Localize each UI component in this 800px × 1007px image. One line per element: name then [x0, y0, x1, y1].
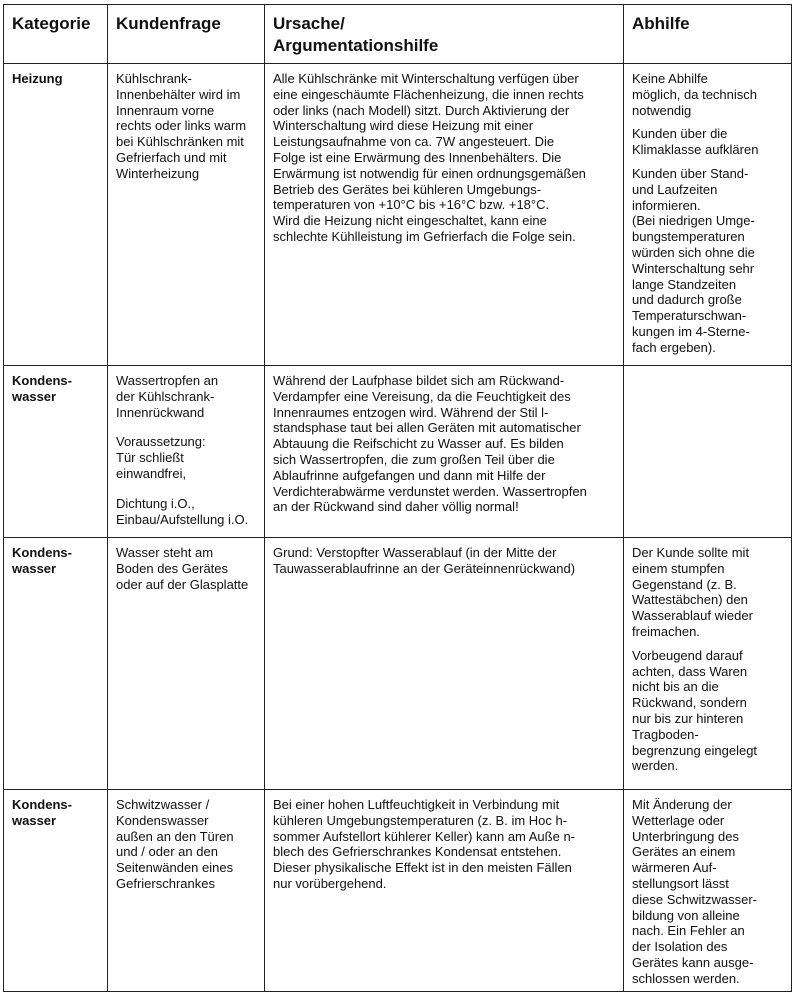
cell-ursache: [265, 538, 624, 790]
cell-kategorie: Heizung: [4, 64, 108, 366]
header-kategorie: Kategorie: [4, 5, 108, 64]
abhilfe-paragraph: Keine Abhilfe möglich, da technisch notwendig: [632, 71, 758, 118]
cell-ursache: [265, 366, 624, 538]
cell-ursache: [265, 64, 624, 366]
cell-kundenfrage: [108, 64, 265, 366]
cell-kundenfrage: [108, 366, 265, 538]
ursache-paragraph: Grund: Verstopfter Wasserablauf (in der Mitte der Tauwasserablaufrinne an der Geräteinnenrückwand): [273, 545, 576, 576]
abhilfe-paragraph: Kunden über Stand- und Laufzeiten informieren. (Bei niedrigen Umge- bungstemperaturen würden sich ohne die Winterschaltung sehr lange Standzeiten und dadurch große Temperaturschwan- kungen im 4-Sterne- fach ergeben).: [632, 165, 755, 355]
cell-abhilfe: [624, 366, 792, 538]
kundenfrage-paragraph: Voraussetzung: Tür schließt einwandfrei,: [116, 434, 206, 481]
cell-kategorie: Kondens- wasser: [4, 366, 108, 538]
abhilfe-paragraph: Kunden über die Klimaklasse aufklären: [632, 126, 759, 158]
kundenfrage-paragraph: Wassertropfen an der Kühlschrank- Innenrückwand: [116, 373, 219, 420]
abhilfe-paragraph: Der Kunde sollte mit einem stumpfen Gegenstand (z. B. Wattestäbchen) den Wasserablauf wieder freimachen.: [632, 545, 753, 639]
table-row: [4, 538, 792, 790]
kundenfrage-paragraph: Kühlschrank- Innenbehälter wird im Innenraum vorne rechts oder links warm bei Kühlschränken mit Gefrierfach und mit Winterheizung: [116, 71, 247, 181]
table-row: [4, 790, 792, 992]
cell-abhilfe: [624, 64, 792, 366]
cell-kundenfrage: [108, 538, 265, 790]
header-abhilfe: Abhilfe: [624, 5, 792, 64]
header-ursache: Ursache/ Argumentationshilfe: [265, 5, 624, 64]
ursache-paragraph: Alle Kühlschränke mit Winterschaltung verfügen über eine eingeschäumte Flächenheizung, die innen rechts oder links (nach Modell) sitzt. Durch Aktivierung der Winterschaltung wird diese Heizung mit einer Leistungsaufnahme von ca. 7W angesteuert. Die Folge ist eine Erwärmung des Innenbehälters. Die Erwärmung ist notwendig für einen ordnungsgemäßen Betrieb des Gerätes bei kühleren Umgebungs- temperaturen von +10°C bis +16°C bzw. +18°C. Wird die Heizung nicht eingeschaltet, kann eine schlechte Kühlleistung im Gefrierfach die Folge sein.: [273, 71, 586, 244]
table-row: [4, 64, 792, 366]
abhilfe-paragraph: Mit Änderung der Wetterlage oder Unterbringung des Gerätes an einem wärmeren Auf- stellungsort lässt diese Schwitzwasser- bildung von alleine nach. Ein Fehler an der Isolation des Gerätes kann ausge- schlossen werden.: [632, 797, 757, 986]
cell-abhilfe: [624, 538, 792, 790]
table-row: [4, 366, 792, 538]
kundenfrage-paragraph: Schwitzwasser / Kondenswasser außen an den Türen und / oder an den Seitenwänden eines Gefrierschrankes: [116, 797, 234, 891]
kundenfrage-paragraph: Wasser steht am Boden des Gerätes oder auf der Glasplatte: [116, 545, 249, 592]
cell-kategorie: Kondens- wasser: [4, 790, 108, 992]
header-kundenfrage: Kundenfrage: [108, 5, 265, 64]
ursache-paragraph: Während der Laufphase bildet sich am Rückwand- Verdampfer eine Vereisung, da die Feuchtigkeit des Innenraumes entzogen wird. Während der Stil l- standsphase taut bei allen Geräten mit automatischer Abtauung die Reifschicht zu Wasser auf. Es bilden sich Wassertropfen, die zum großen Teil über die Ablaufrinne aufgefangen und dann mit Hilfe der Verdichterabwärme verdunstet werden. Wassertropfen an der Rückwand sind daher völlig normal!: [273, 373, 587, 515]
ursache-paragraph: Bei einer hohen Luftfeuchtigkeit in Verbindung mit kühleren Umgebungstemperaturen (z. B. im Hoc h- sommer Aufstellort kühlerer Keller) kann am Auße n- blech des Gefrierschrankes Kondensat entstehen. Dieser physikalische Effekt ist in den meisten Fällen nur vorübergehend.: [273, 797, 576, 891]
cell-abhilfe: [624, 790, 792, 992]
cell-kundenfrage: [108, 790, 265, 992]
abhilfe-paragraph: Vorbeugend darauf achten, dass Waren nicht bis an die Rückwand, sondern nur bis zur hinteren Tragboden- begrenzung eingelegt werden.: [632, 647, 758, 774]
cell-ursache: [265, 790, 624, 992]
faq-table: [3, 4, 792, 992]
cell-kategorie: Kondens- wasser: [4, 538, 108, 790]
kundenfrage-paragraph: Dichtung i.O., Einbau/Aufstellung i.O.: [116, 495, 249, 527]
table-header-row: [4, 5, 792, 64]
